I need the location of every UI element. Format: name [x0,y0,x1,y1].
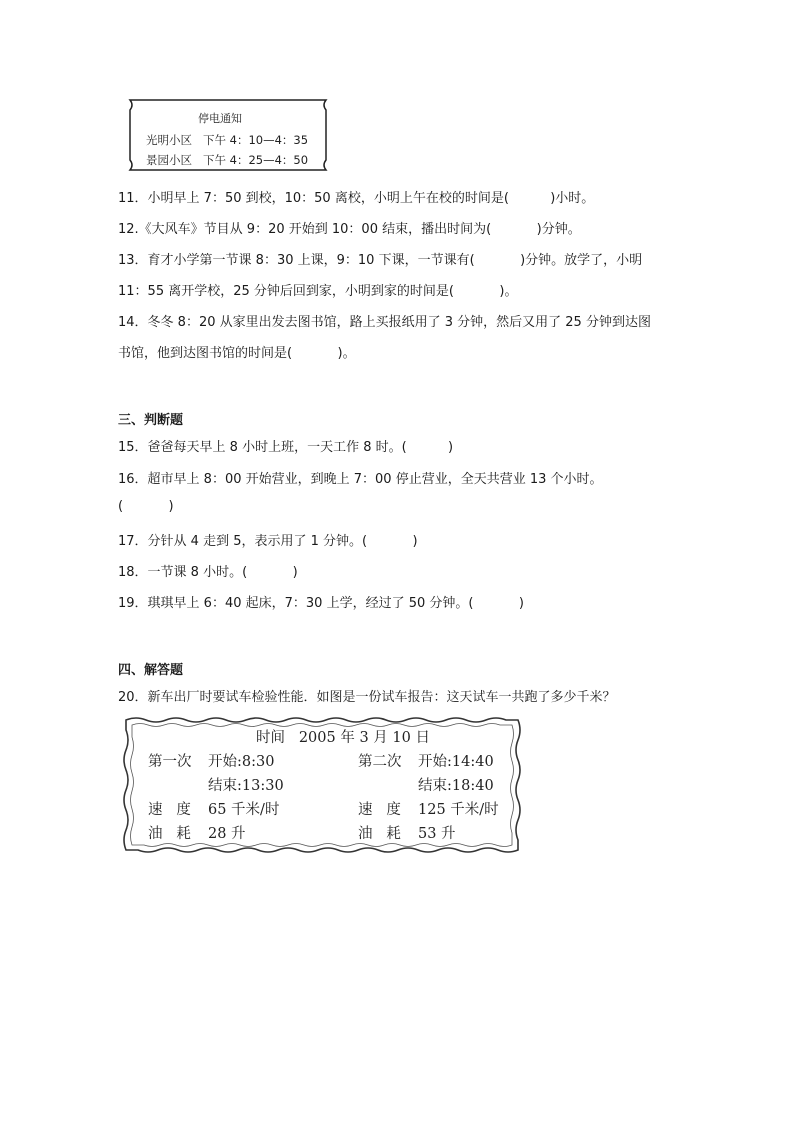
report-date: 时间 2005 年 3 月 10 日 [256,730,430,746]
report-speed-label-2: 速 度 [358,802,401,818]
question-19: 19．琪琪早上 6：40 起床，7：30 上学，经过了 50 分钟。( ) [118,596,524,611]
report-speed-2: 125 千米/时 [418,802,499,818]
report-second-label: 第二次 [358,754,402,770]
question-16-line1: 16．超市早上 8：00 开始营业，到晚上 7：00 停止营业，全天共营业 13 个小时。 [118,472,603,487]
question-14-line2: 书馆，他到达图书馆的时间是( )。 [118,346,356,361]
report-speed-label-1: 速 度 [148,802,191,818]
notice-row-jingyuan: 景园小区 下午 4：25—4：50 [146,153,309,167]
report-first-end: 结束:13:30 [208,778,284,794]
report-first-label: 第一次 [148,754,192,770]
question-11: 11．小明早上 7：50 到校，10：50 离校，小明上午在校的时间是( )小时。 [118,191,595,206]
question-13-line2: 11：55 离开学校，25 分钟后回到家，小明到家的时间是( )。 [118,284,518,299]
section-judge-heading: 三、判断题 [118,413,184,428]
report-second-start: 开始:14:40 [418,754,494,770]
question-16-line2: ( ) [118,499,174,514]
report-fuel-label-1: 油 耗 [148,826,191,842]
question-12: 12.《大风车》节目从 9：20 开始到 10：00 结束，播出时间为( )分钟。 [118,222,581,237]
report-first-start: 开始:8:30 [208,754,275,770]
report-fuel-1: 28 升 [208,826,246,842]
notice-row-guangming: 光明小区 下午 4：10—4：35 [146,133,309,147]
report-speed-1: 65 千米/时 [208,802,280,818]
report-fuel-2: 53 升 [418,826,456,842]
question-13-line1: 13．育才小学第一节课 8：30 上课，9：10 下课，一节课有( )分钟。放学了，小明 [118,253,643,268]
report-fuel-label-2: 油 耗 [358,826,401,842]
question-14-line1: 14．冬冬 8：20 从家里出发去图书馆，路上买报纸用了 3 分钟，然后又用了 25 分钟到达图 [118,315,651,330]
question-20: 20．新车出厂时要试车检验性能．如图是一份试车报告：这天试车一共跑了多少千米？ [118,690,616,705]
test-report [120,716,524,854]
notice-title: 停电通知 [198,112,242,125]
question-18: 18．一节课 8 小时。( ) [118,565,298,580]
report-second-end: 结束:18:40 [418,778,494,794]
question-17: 17．分针从 4 走到 5，表示用了 1 分钟。( ) [118,534,418,549]
section-answer-heading: 四、解答题 [118,663,184,678]
question-15: 15．爸爸每天早上 8 小时上班，一天工作 8 时。( ) [118,440,454,455]
